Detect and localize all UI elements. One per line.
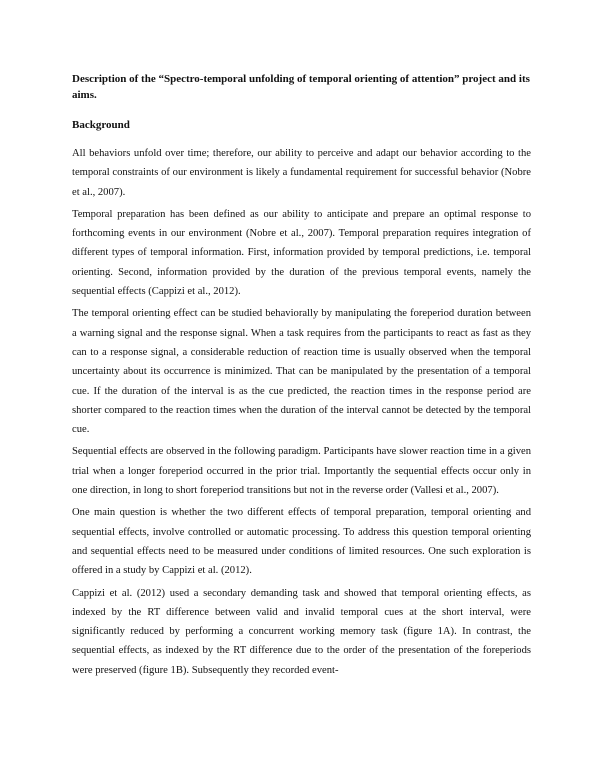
document-body	[72, 71, 531, 683]
paragraph: All behaviors unfold over time; therefore, our ability to perceive and adapt our behavior according to the temporal constraints of our environment is likely a fundamental requirement for successful behavior (Nobre et al., 2007).	[72, 148, 531, 198]
paragraph: Cappizi et al. (2012) used a secondary demanding task and showed that temporal orienting effects, as indexed by the RT difference between valid and invalid temporal cues at the short interval, were significantly reduced by performing a concurrent working memory task (figure 1A). In contrast, the sequential effects, as indexed by the RT difference due to the order of the presentation of the foreperiods were preserved (figure 1B). Subsequently they recorded event-	[72, 587, 531, 676]
paragraph: The temporal orienting effect can be studied behaviorally by manipulating the foreperiod duration between a warning signal and the response signal. When a task requires from the participants to react as fast as they can to a response signal, a considerable reduction of reaction time is usually observed when the temporal uncertainty about its occurrence is minimized. That can be manipulated by the presentation of a temporal cue. If the duration of the interval is as the cue predicted, the reaction times in the response period are shorter compared to the reaction times when the duration of the interval cannot be detected by the temporal cue.	[72, 308, 531, 436]
section-heading-background: Background	[72, 119, 130, 131]
document-title: Description of the “Spectro-temporal unfolding of temporal orienting of attention” project and its aims.	[72, 73, 530, 101]
paragraph: One main question is whether the two different effects of temporal preparation, temporal orienting and sequential effects, involve controlled or automatic processing. To address this question temporal orienting and sequential effects need to be measured under conditions of limited resources. One such exploration is offered in a study by Cappizi et al. (2012).	[72, 507, 531, 577]
paragraph: Temporal preparation has been defined as our ability to anticipate and prepare an optimal response to forthcoming events in our environment (Nobre et al., 2007). Temporal preparation requires integration of different types of temporal information. First, information provided by temporal predictions, i.e. temporal orienting. Second, information provided by the duration of the previous temporal events, namely the sequential effects (Cappizi et al., 2012).	[72, 208, 531, 298]
paragraph: Sequential effects are observed in the following paradigm. Participants have slower reaction time in a given trial when a longer foreperiod occurred in the prior trial. Importantly the sequential effects occur only in one direction, in long to short foreperiod transitions but not in the reverse order (Vallesi et al., 2007).	[72, 446, 531, 497]
